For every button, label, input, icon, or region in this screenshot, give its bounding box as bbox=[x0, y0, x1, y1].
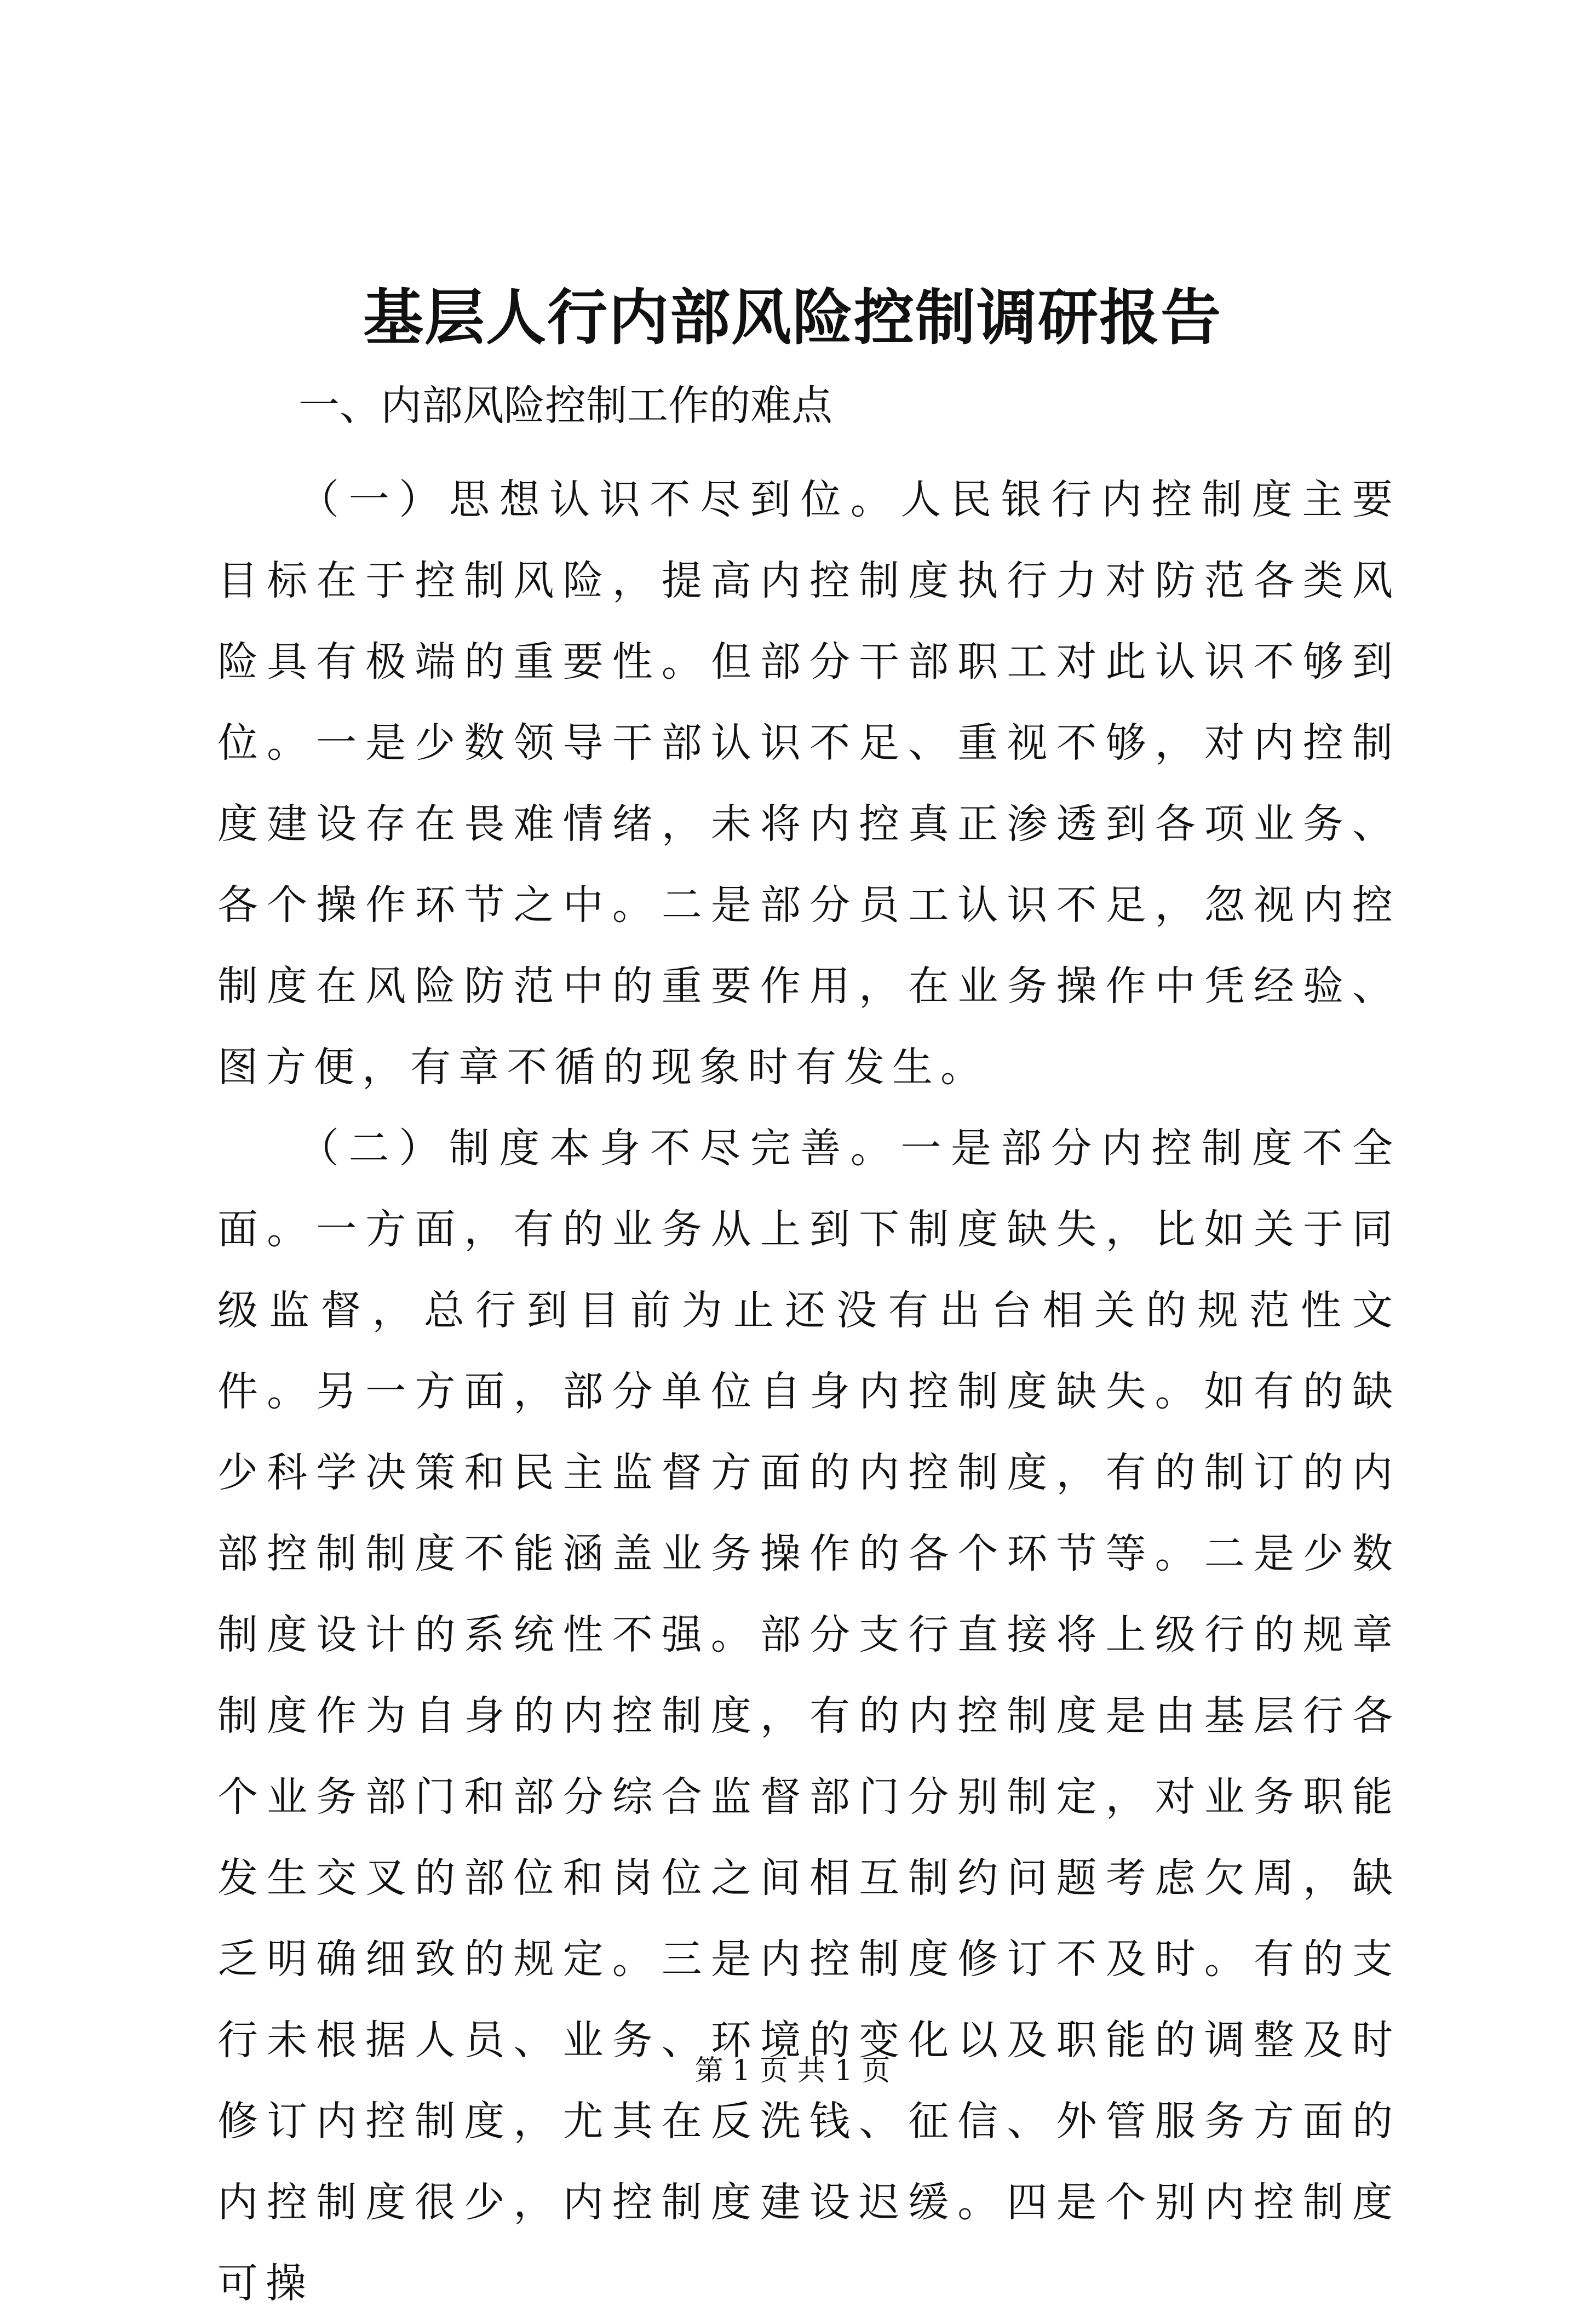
paragraph-2: （二）制度本身不尽完善。一是部分内控制度不全面。一方面，有的业务从上到下制度缺失，比如关于同级监督，总行到目前为止还没有出台相关的规范性文件。另一方面，部分单位自身内控制度缺失。如有的缺少科学决策和民主监督方面的内控制度，有的制订的内部控制制度不能涵盖业务操作的各个环节等。二是少数制度设计的系统性不强。部分支行直接将上级行的规章制度作为自身的内控制度，有的内控制度是由基层行各个业务部门和部分综合监督部门分别制定，对业务职能发生交叉的部位和岗位之间相互制约问题考虑欠周，缺乏明确细致的规定。三是内控制度修订不及时。有的支行未根据人员、业务、环境的变化以及职能的调整及时修订内控制度，尤其在反洗钱、征信、外管服务方面的内控制度很少，内控制度建设迟缓。四是个别内控制度可操 bbox=[217, 1125, 1400, 2307]
section-heading: 一、内部风险控制工作的难点 bbox=[298, 381, 833, 430]
page-footer: 第 1 页 共 1 页 bbox=[694, 2054, 891, 2087]
document-body bbox=[217, 459, 1400, 2324]
document-title: 基层人行内部风险控制调研报告 bbox=[363, 282, 1222, 353]
paragraph-1: （一）思想认识不尽到位。人民银行内控制度主要目标在于控制风险，提高内控制度执行力对防范各类风险具有极端的重要性。但部分干部职工对此认识不够到位。一是少数领导干部认识不足、重视不够，对内控制度建设存在畏难情绪，未将内控真正渗透到各项业务、各个操作环节之中。二是部分员工认识不足，忽视内控制度在风险防范中的重要作用，在业务操作中凭经验、图方便，有章不循的现象时有发生。 bbox=[217, 476, 1400, 1091]
